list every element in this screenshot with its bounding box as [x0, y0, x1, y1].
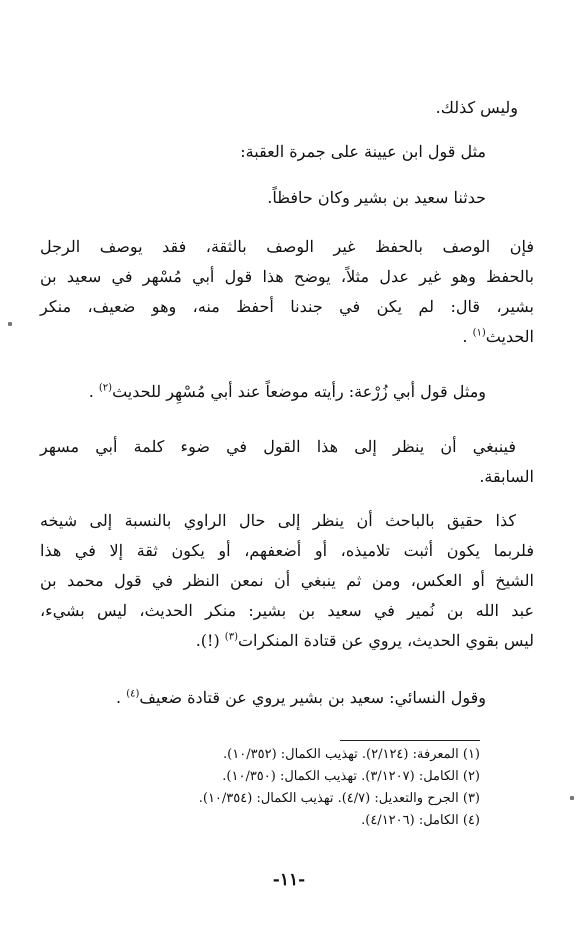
footnote-ref: (٤) — [126, 688, 140, 700]
paragraph-line: كذا حقيق بالباحث أن ينظر إلى حال الراوي بالنسبة إلى شيخه — [40, 511, 516, 530]
paragraph-line: فلربما يكون أثبت تلاميذه، أو أضعفهم، أو يكون ثقة إلا في هذا — [40, 541, 534, 560]
footnote-ref: (٢) — [98, 382, 113, 394]
paragraph-line — [40, 322, 534, 352]
footnote-2: (٢) الكامل: (٣/١٢٠٧). تهذيب الكمال: (١٠/٣٥٠). — [222, 769, 480, 784]
footnote-4: (٤) الكامل: (٤/١٢٠٦). — [361, 813, 480, 828]
paragraph-line — [40, 626, 534, 656]
paragraph-abu-zura — [89, 380, 486, 404]
paragraph-line: بشير، قال: لم يكن في جندنا أحفظ منه، وهو ضعيف، منكر — [40, 297, 534, 316]
footnote-ref: (١) — [472, 327, 486, 339]
paragraph-hifz-thiqa — [40, 232, 534, 352]
paragraph-consider — [40, 432, 534, 492]
footnote-ref: (٣) — [224, 631, 238, 643]
scan-mark — [8, 322, 12, 326]
paragraph-end: . — [88, 382, 94, 401]
footnote-1: (١) المعرفة: (٢/١٢٤). تهذيب الكمال: (١٠/٣٥٢). — [223, 747, 480, 762]
paragraph-line-end: (!). — [195, 631, 220, 650]
paragraph-quote: حدثنا سعيد بن بشير وكان حافظاً. — [267, 188, 486, 207]
paragraph-conclusion: وليس كذلك. — [435, 98, 518, 117]
paragraph-nasai — [116, 686, 486, 710]
paragraph-line: فإن الوصف بالحفظ غير الوصف بالثقة، فقد يوصف الرجل — [40, 237, 534, 256]
footnote-separator — [340, 740, 480, 741]
paragraph-line-text: ليس بقوي الحديث، يروي عن قتادة المنكرات — [237, 631, 534, 650]
paragraph-line: عبد الله بن نُمير في سعيد بن بشير: منكر الحديث، ليس بشيء، — [40, 601, 534, 620]
paragraph-line: الشيخ أو العكس، ومن ثم ينبغي أن نمعن النظر في قول محمد بن — [40, 571, 534, 590]
paragraph-line: فينبغي أن ينظر إلى هذا القول في ضوء كلمة أبي مسهر — [40, 437, 516, 456]
paragraph-line-end: . — [462, 327, 468, 346]
page-number: -١١- — [272, 870, 306, 890]
paragraph-text: وقول النسائي: سعيد بن بشير يروي عن قتادة ضعيف — [139, 688, 486, 707]
scan-mark — [570, 796, 574, 800]
paragraph-text: ومثل قول أبي زُرْعة: رأيته موضعاً عند أبي مُسْهِر للحديث — [112, 382, 486, 401]
paragraph-line-text: الحديث — [485, 327, 534, 346]
paragraph-line: بالحفظ وهو غير عدل مثلاً، يوضح هذا قول أبي مُسْهر في سعيد بن — [40, 267, 534, 286]
paragraph-end: . — [116, 688, 122, 707]
paragraph-researcher — [40, 506, 534, 656]
paragraph-line: السابقة. — [479, 467, 534, 486]
paragraph-example-intro: مثل قول ابن عيينة على جمرة العقبة: — [240, 142, 486, 161]
footnote-3: (٣) الجرح والتعديل: (٤/٧). تهذيب الكمال: (١٠/٣٥٤). — [198, 791, 480, 806]
